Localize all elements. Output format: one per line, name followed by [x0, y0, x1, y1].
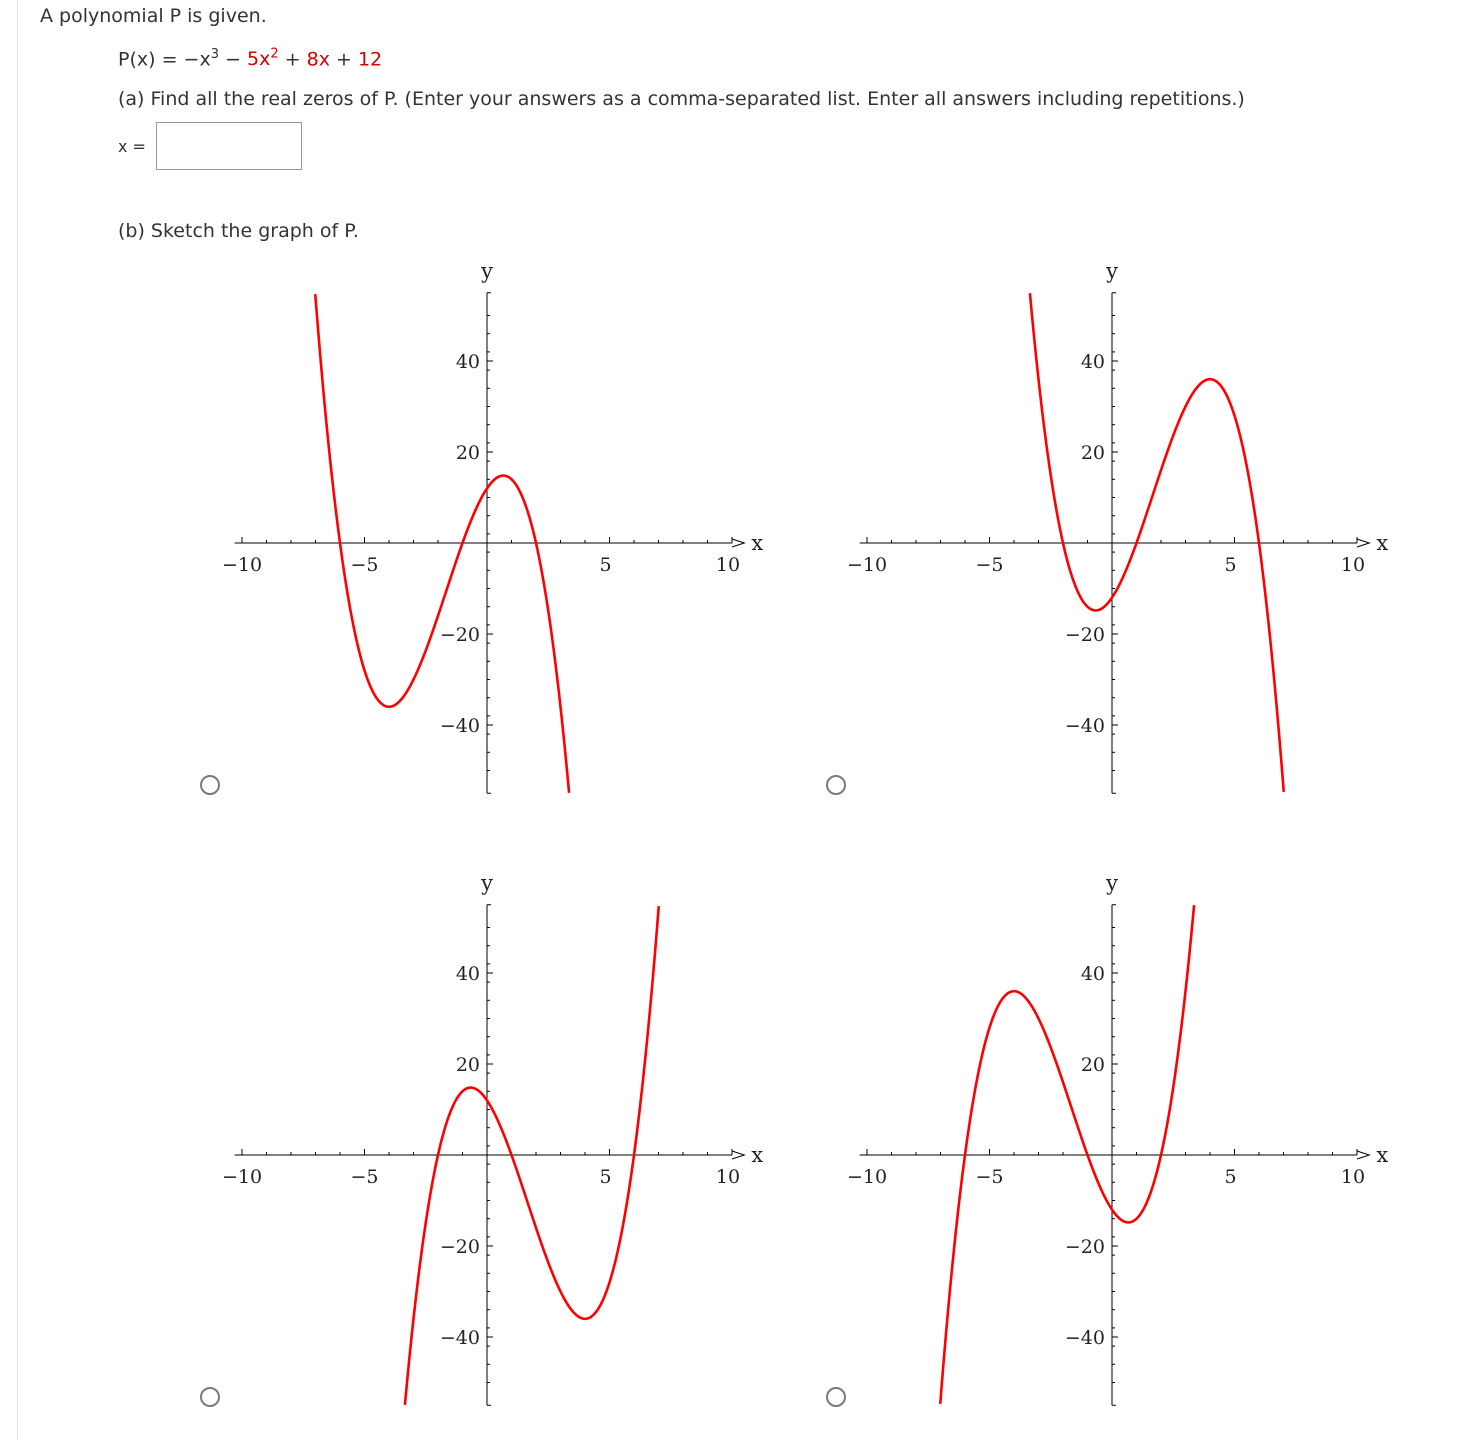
y-axis-label: y: [1106, 258, 1118, 283]
y-tick-label: 40: [1080, 963, 1105, 985]
y-axis-label: y: [481, 870, 493, 895]
x-tick-label: −10: [221, 554, 263, 576]
graph-option-c-radio[interactable]: [200, 1387, 220, 1407]
x-tick-label: −5: [975, 554, 1004, 576]
y-tick-label: −40: [1064, 715, 1105, 737]
x-axis-label: x: [1376, 531, 1389, 555]
y-axis-label: y: [481, 258, 493, 283]
y-tick-label: 40: [455, 963, 480, 985]
x-tick-label: −5: [975, 1166, 1004, 1188]
part-a-prompt: (a) Find all the real zeros of P. (Enter your answers as a comma-separated list. Enter all answers including repetitions.): [118, 88, 1245, 110]
x-tick-label: 10: [1340, 1166, 1366, 1188]
formula-term-4: 12: [357, 48, 383, 71]
y-tick-label: −20: [439, 624, 480, 646]
x-tick-label: −10: [221, 1166, 263, 1188]
x-tick-label: 5: [1224, 1166, 1237, 1188]
x-axis-label: x: [751, 531, 764, 555]
y-tick-label: −40: [439, 715, 480, 737]
formula-operator-3: +: [329, 48, 358, 71]
y-tick-label: −20: [1064, 624, 1105, 646]
y-tick-label: 40: [1080, 351, 1105, 373]
x-axis-label: x: [1376, 1143, 1389, 1167]
question-intro: A polynomial P is given.: [40, 5, 267, 27]
x-axis-arrow: [732, 539, 744, 547]
x-tick-label: 10: [715, 1166, 741, 1188]
x-tick-label: −10: [846, 554, 888, 576]
y-tick-label: −20: [439, 1236, 480, 1258]
x-axis-arrow: [1357, 1151, 1369, 1159]
formula-term-2-base: 5x: [246, 48, 271, 71]
y-tick-label: 20: [455, 1054, 480, 1076]
graph-option-a-radio[interactable]: [200, 775, 220, 795]
left-border: [17, 0, 18, 1440]
y-tick-label: 20: [455, 442, 480, 464]
answer-row: [118, 121, 302, 171]
polynomial-formula: [118, 47, 382, 70]
x-tick-label: 10: [715, 554, 741, 576]
y-tick-label: 40: [455, 351, 480, 373]
x-axis-arrow: [732, 1151, 744, 1159]
x-axis-label: x: [751, 1143, 764, 1167]
y-tick-label: −20: [1064, 1236, 1105, 1258]
answer-label: x =: [118, 136, 146, 156]
x-axis-arrow: [1357, 539, 1369, 547]
zeros-answer-input[interactable]: [156, 122, 302, 170]
x-tick-label: 5: [599, 554, 612, 576]
formula-term-3: 8x: [306, 48, 330, 71]
y-axis-label: y: [1106, 870, 1118, 895]
formula-term-1: −x: [183, 48, 211, 71]
x-tick-label: 5: [599, 1166, 612, 1188]
x-tick-label: 10: [1340, 554, 1366, 576]
x-tick-label: 5: [1224, 554, 1237, 576]
y-tick-label: −40: [1064, 1327, 1105, 1349]
formula-term-1-exponent: 3: [210, 47, 219, 62]
y-tick-label: −40: [439, 1327, 480, 1349]
y-tick-label: 20: [1080, 1054, 1105, 1076]
formula-term-2-exponent: 2: [270, 47, 279, 62]
graph-option-d-radio[interactable]: [826, 1387, 846, 1407]
x-tick-label: −5: [350, 554, 379, 576]
formula-operator-2: +: [278, 48, 307, 71]
x-tick-label: −10: [846, 1166, 888, 1188]
formula-term-2: [247, 48, 279, 70]
x-tick-label: −5: [350, 1166, 379, 1188]
graph-option-b-radio[interactable]: [826, 775, 846, 795]
formula-lhs: P(x) =: [118, 48, 184, 71]
formula-operator-1: −: [218, 48, 247, 71]
part-b-prompt: (b) Sketch the graph of P.: [118, 220, 359, 242]
y-tick-label: 20: [1080, 442, 1105, 464]
